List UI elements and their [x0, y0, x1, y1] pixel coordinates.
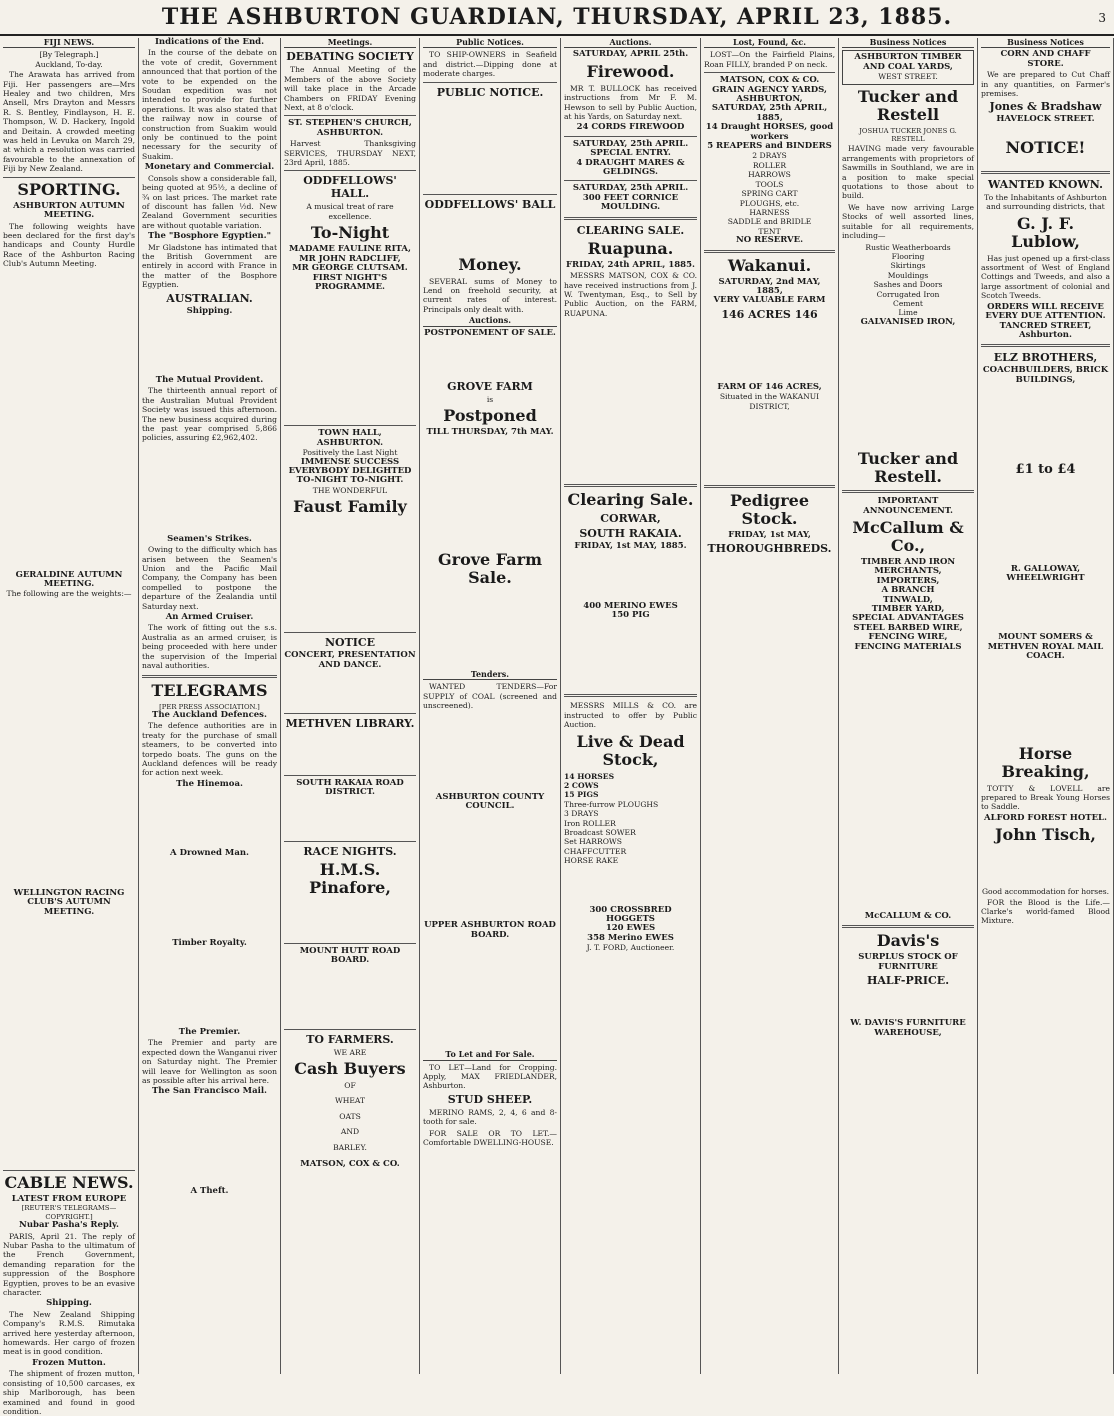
text-filler: [423, 811, 557, 921]
c7-mccallum: McCallum & Co.,: [852, 517, 964, 555]
c2-defences: The Auckland Defences.: [152, 709, 267, 720]
c6-lost: LOST—On the Fairfield Plains, Roan FILLY, branded P on neck.: [704, 50, 835, 69]
c2-hinemoa: The Hinemoa.: [176, 778, 243, 789]
c5-item-5: Iron ROLLER: [564, 818, 616, 828]
divider: [981, 344, 1110, 347]
c6-grain-agency: GRAIN AGENCY YARDS, ASHBURTON,: [712, 84, 827, 105]
c4-county-council: ASHBURTON COUNTY COUNCIL.: [435, 791, 545, 811]
text-filler: [423, 590, 557, 670]
c1-frozen: Frozen Mutton.: [32, 1357, 106, 1368]
c5-friday-24: FRIDAY, 24th APRIL, 1885.: [566, 259, 695, 270]
text-filler: [564, 620, 697, 690]
c3-debating: DEBATING SOCIETY: [286, 50, 414, 64]
c6-wakanui: Wakanui.: [727, 255, 812, 275]
c2-monetary-text: Consols show a considerable fall, being quoted at 95½, a decline of ¾ on last prices. The market rate of discount has fallen ½d. New Zealand Government securities are without quotable variation.: [142, 173, 277, 230]
c7-item-4: Sashes and Doors: [873, 280, 943, 290]
c8-jones: Jones & Bradshaw: [989, 100, 1102, 114]
divider: [284, 775, 416, 776]
column-8: [978, 38, 1114, 1374]
c5-item-4: 3 DRAYS: [564, 809, 599, 819]
c7-item-0: Rustic Weatherboards: [865, 242, 951, 252]
c1-telegraph: [By Telegraph.]: [39, 50, 99, 60]
text-filler: [981, 583, 1110, 633]
c2-premier: The Premier.: [178, 1026, 241, 1037]
c4-money: Money.: [458, 254, 522, 274]
c3-stephen-text: Harvest Thanksgiving SERVICES, THURSDAY NEXT, 23rd April, 1885.: [284, 139, 416, 168]
text-filler: [284, 900, 416, 940]
c4-stud: STUD SHEEP.: [447, 1092, 533, 1106]
c3-stephen: ST. STEPHEN'S CHURCH, ASHBURTON.: [288, 118, 412, 138]
c8-lublow: G. J. F. Lublow,: [1011, 213, 1080, 251]
c4-oddfellows-ball: ODDFELLOWS' BALL: [424, 197, 556, 211]
c7-item-6: Cement: [893, 298, 923, 308]
masthead-title: THE ASHBURTON GUARDIAN, THURSDAY, APRIL 23, 1885.: [161, 4, 953, 30]
c1-shipping-text: The New Zealand Shipping Company's R.M.S. Rimutaka arrived here yesterday afternoon, homewards. Her cargo of frozen meat is in good condition.: [3, 1309, 135, 1357]
column-5: [561, 38, 701, 1374]
c5-south-rakaia: SOUTH RAKAIA.: [579, 527, 682, 541]
text-filler: [142, 1097, 277, 1187]
c7-half-price: HALF-PRICE.: [866, 974, 950, 988]
c5-ruapuna-text: MESSRS MATSON, COX & CO. have received instructions from J. W. Twentyman, Esq., to Sell by Public Auction, on the FARM, RUAPUNA.: [564, 271, 697, 318]
divider: [284, 841, 416, 842]
c2-theft: A Theft.: [190, 1185, 229, 1196]
c8-notice: NOTICE!: [1005, 137, 1086, 157]
c2-bosphore: The "Bosphore Egyptien.": [147, 231, 271, 242]
text-filler: [284, 732, 416, 772]
c4-grove: GROVE FARM: [447, 380, 533, 394]
c8-alford: ALFORD FOREST HOTEL.: [984, 812, 1107, 823]
divider: [284, 1029, 416, 1030]
c6-saddle: SADDLE and BRIDLE: [727, 217, 812, 227]
c8-tottey: TOTTY & LOVELL are prepared to Break Young Horses to Saddle.: [981, 783, 1110, 812]
c2-australian: AUSTRALIAN.: [166, 291, 253, 305]
c1-nubar: Nubar Pasha's Reply.: [19, 1220, 119, 1231]
c4-tenders-wanted: WANTED TENDERS—For SUPPLY of COAL (screened and unscreened).: [423, 682, 557, 711]
c3-tonight2: TO-NIGHT TO-NIGHT.: [296, 475, 404, 486]
masthead: [0, 0, 1114, 36]
c7-stock: We have now arriving Large Stocks of well assorted lines, suitable for all requirements, including—: [842, 202, 974, 241]
c3-delighted: EVERYBODY DELIGHTED: [288, 465, 412, 476]
c8-wanted: WANTED KNOWN.: [988, 177, 1103, 191]
c6-farm: FARM OF 146 ACRES,: [717, 381, 822, 392]
c2-cruiser: An Armed Cruiser.: [165, 612, 254, 623]
divider: [842, 925, 974, 928]
c8-tisch: John Tisch,: [994, 825, 1096, 845]
c3-concert: CONCERT, PRESENTATION AND DANCE.: [284, 650, 416, 670]
text-filler: [981, 928, 1110, 1048]
c2-mutual-text: The thirteenth annual report of the Australian Mutual Provident Society was issued this afternoon. The new business acquired during the past year comprised 5,866 policies, assuring £2,962,402.: [142, 386, 277, 443]
text-filler: [142, 948, 277, 1028]
c7-tinwald: TINWALD,: [883, 594, 933, 605]
c3-faust: Faust Family: [293, 497, 407, 517]
c8-good: Good accommodation for horses.: [981, 887, 1110, 897]
text-filler: [564, 866, 697, 906]
c7-davis: Davis's: [876, 931, 940, 951]
c4-auctions: Auctions.: [423, 316, 557, 326]
c7-tucker-text: HAVING made very favourable arrangements with proprietors of Sawmills in Southland, we are in a position to make special quotations to those about to build.: [842, 144, 974, 201]
c7-important: IMPORTANT ANNOUNCEMENT.: [863, 496, 953, 516]
c1-autumn: ASHBURTON AUTUMN MEETING.: [13, 200, 125, 221]
text-filler: [423, 1149, 557, 1209]
c6-header: Lost, Found, &c.: [704, 38, 835, 48]
c6-harrows: HARROWS: [748, 170, 791, 180]
c3-race-nights: RACE NIGHTS.: [303, 844, 397, 858]
c6-valuable: VERY VALUABLE FARM: [713, 295, 826, 306]
c2-seamen-text: Owing to the difficulty which has arisen between the Seamen's Union and the Pacific Mail Company, the Company has been compelled to postpone the departure of the Zealandia until Saturday next.: [142, 545, 277, 611]
divider: [704, 72, 835, 73]
c2-seamen: Seamen's Strikes.: [167, 533, 252, 544]
c5-item-9: HORSE RAKE: [564, 856, 619, 866]
c3-farmers: TO FARMERS.: [306, 1032, 394, 1046]
text-filler: [3, 917, 135, 1167]
c7-west-street: WEST STREET.: [878, 72, 938, 82]
divider: [142, 675, 277, 678]
c5-clearing2: Clearing Sale.: [567, 490, 694, 510]
text-filler: [423, 101, 557, 191]
text-filler: [3, 271, 135, 571]
c4-shipowners: TO SHIP-OWNERS in Seafield and district.—Dipping done at moderate charges.: [423, 50, 557, 79]
c5-sat-25b: SATURDAY, 25th APRIL.: [572, 138, 689, 149]
c1-cable-sub: LATEST FROM EUROPE: [11, 1193, 127, 1204]
c4-till: TILL THURSDAY, 7th MAY.: [426, 427, 554, 438]
c7-mccallum-sub: TIMBER AND IRON MERCHANTS, IMPORTERS,: [860, 556, 956, 586]
c2-mutual: The Mutual Provident.: [155, 374, 264, 385]
c8-sommers: MOUNT SOMERS & METHVEN ROYAL MAIL COACH.: [987, 632, 1104, 662]
divider: [704, 485, 835, 488]
c1-reuter: [REUTER'S TELEGRAMS—COPYRIGHT.]: [21, 1204, 117, 1221]
c5-sat-25c: SATURDAY, 25th APRIL.: [572, 183, 689, 194]
text-filler: [423, 338, 557, 378]
c8-elz: ELZ BROTHERS,: [993, 351, 1098, 365]
timber-yards-box: [842, 50, 974, 84]
c5-corwar: CORWAR,: [600, 512, 661, 526]
divider: [284, 170, 416, 171]
c3-mount-hutt: MOUNT HUTT ROAD BOARD.: [299, 945, 401, 966]
page-number: 3: [1098, 11, 1106, 25]
c5-header: Auctions.: [564, 38, 697, 48]
c1-geraldine-note: The following are the weights:—: [6, 589, 132, 599]
c5-wethers: 150 PIG: [611, 609, 650, 620]
c3-tonight: To-Night: [310, 223, 390, 243]
c5-cords: 24 CORDS FIREWOOD: [576, 122, 685, 133]
c3-grain-1: OATS: [339, 1111, 361, 1121]
c3-grain-2: AND: [340, 1127, 360, 1137]
c5-sat-25: SATURDAY, APRIL 25th.: [572, 49, 689, 60]
c8-horse-breaking: Horse Breaking,: [1001, 743, 1090, 781]
divider: [284, 425, 416, 426]
divider: [423, 194, 557, 195]
c2-telegrams: TELEGRAMS: [151, 680, 268, 700]
c7-material: FENCING MATERIALS: [854, 641, 962, 652]
c3-positively: Positively the Last Night: [302, 448, 398, 458]
text-filler: [284, 798, 416, 838]
c8-header: Business Notices: [981, 38, 1110, 48]
c6-sat-2: SATURDAY, 2nd MAY, 1885,: [718, 276, 821, 296]
c1-shipping: Shipping.: [46, 1298, 92, 1309]
c1-dateline: Auckland, To-day.: [35, 59, 103, 69]
c3-firm: MATSON, COX & CO.: [300, 1159, 400, 1170]
c5-ruapuna: Ruapuna.: [587, 238, 674, 258]
text-filler: [142, 859, 277, 939]
divider: [564, 217, 697, 220]
c8-lincoln: FOR the Blood is the Life.—Clarke's world-famed Blood Mixture.: [981, 897, 1110, 926]
divider: [704, 250, 835, 253]
c8-wanted-sub: To the Inhabitants of Ashburton and surrounding districts, that: [984, 192, 1107, 212]
c1-cable: CABLE NEWS.: [4, 1172, 134, 1192]
text-filler: [842, 652, 974, 912]
c6-thoroughbreds: THOROUGHBREDS.: [707, 542, 832, 556]
c8-coach: COACHBUILDERS, BRICK BUILDINGS,: [982, 365, 1109, 385]
c4-is: is: [486, 395, 494, 405]
text-filler: [704, 411, 835, 481]
divider: [423, 82, 557, 83]
text-filler: [142, 445, 277, 535]
divider: [564, 694, 697, 697]
c4-to-let-1: TO LET—Land for Cropping. Apply, MAX FRIEDLANDER, Ashburton.: [423, 1062, 557, 1091]
c5-bottom-0: 300 CROSSBRED HOGGETS: [589, 904, 672, 925]
c7-tucker: Tucker and Restell: [857, 86, 959, 124]
c2-mail: The San Francisco Mail.: [151, 1086, 268, 1097]
c1-geraldine: GERALDINE AUTUMN MEETING.: [15, 569, 123, 589]
c7-item-1: Flooring: [891, 251, 925, 261]
c2-premier-text: The Premier and party are expected down the Wanganui river on Saturday night. The Premier will leave for Wellington as soon as possible after his arrival here.: [142, 1038, 277, 1085]
c8-lublow-text: Has just opened up a first-class assortment of West of England Cottings and Tweeds, and also a large assortment of colonial and Scotch Tweeds.: [981, 253, 1110, 301]
c4-merino: MERINO RAMS, 2, 4, 6 and 8-tooth for sale.: [423, 1107, 557, 1127]
text-filler: [284, 292, 416, 422]
divider: [564, 484, 697, 487]
c6-ploughs: PLOUGHS, etc.: [739, 198, 800, 208]
text-filler: [564, 320, 697, 480]
c1-wellington: WELLINGTON RACING CLUB'S AUTUMN MEETING.: [13, 887, 125, 917]
c5-item-1: 2 COWS: [564, 780, 599, 790]
c7-item-7: Lime: [898, 308, 918, 318]
c6-matson: MATSON, COX & CO.: [719, 75, 820, 86]
c6-roller: ROLLER: [752, 160, 787, 170]
c6-drays: 2 DRAYS: [752, 151, 787, 161]
c6-horses: 14 Draught HORSES, good workers: [705, 122, 834, 142]
c3-town-hall: TOWN HALL, ASHBURTON.: [316, 428, 384, 448]
text-filler: [142, 316, 277, 376]
c5-item-6: Broadcast SOWER: [564, 828, 636, 837]
c3-methven: METHVEN LIBRARY.: [285, 716, 415, 730]
c5-mr-mills: MESSRS MILLS & CO. are instructed to offer by Public Auction.: [564, 701, 697, 730]
c6-harness: HARNESS: [749, 207, 790, 217]
c6-sat-25: SATURDAY, 25th APRIL, 1885,: [711, 103, 828, 123]
c2-drowned: A Drowned Man.: [170, 848, 249, 859]
column-4: [420, 38, 561, 1374]
c3-south-rakaia: SOUTH RAKAIA ROAD DISTRICT.: [296, 777, 404, 798]
c2-defences-text: The defence authorities are in treaty for the purchase of small steamers, to be converted into torpedo boats. The guns on the Auckland defences will be ready for action next week.: [142, 721, 277, 778]
c1-fiji-text: The Arawata has arrived from Fiji. Her passengers are—Mrs Healey and two children, Mrs Ansell, Mrs Drayton and Messrs R. S. Bentley, Findlayson, H. E. Thompson, W. D. Hackery, Ingold and Deitain. A crowded meeting was held in Levuka on March 29, at which a resolution was carried favourable to the annexation of Fiji by New Zealand.: [3, 70, 135, 174]
c6-wakanui-district: Situated in the WAKANUI DISTRICT,: [719, 392, 820, 411]
c1-nubar-text: PARIS, April 21. The reply of Nubar Pasha to the ultimatum of the French Government, demanding reparation for the suppression of the Bosphore Egyptien, proves to be an evasive character.: [3, 1231, 135, 1298]
c2-monetary: Monetary and Commercial.: [144, 162, 275, 173]
c5-cows: 400 MERINO EWES: [583, 600, 678, 611]
c7-joshua: JOSHUA TUCKER JONES G. RESTELL: [859, 126, 957, 144]
c3-musical: A musical treat of rare excellence.: [306, 202, 394, 221]
c7-tucker2: Tucker and Restell.: [857, 449, 959, 487]
text-filler: [981, 385, 1110, 465]
c1-frozen-text: The shipment of frozen mutton, consisting of 10,500 carcases, ex ship Marlborough, has been examined and found in good condition.: [3, 1369, 135, 1416]
c3-debating-text: The Annual Meeting of the Members of the above Society will take place in the Arcade Chambers on FRIDAY Evening Next, at 8 o'clock.: [284, 65, 416, 113]
c2-timber: Timber Royalty.: [172, 937, 247, 948]
c7-steel: STEEL BARBED WIRE,: [853, 622, 963, 633]
c7-surplus: SURPLUS STOCK OF FURNITURE: [858, 952, 958, 972]
text-filler: [142, 789, 277, 849]
text-filler: [3, 599, 135, 889]
text-filler: [423, 438, 557, 548]
c4-upper-ashburton: UPPER ASHBURTON ROAD BOARD.: [424, 920, 556, 940]
c6-tools: TOOLS: [755, 179, 784, 189]
c6-spring: SPRING CART: [741, 189, 798, 199]
c5-item-0: 14 HORSES: [564, 771, 615, 781]
divider: [564, 136, 697, 137]
c3-header: Meetings.: [284, 38, 416, 48]
c6-reapers: 5 REAPERS and BINDERS: [707, 141, 832, 152]
c3-radcliff: MR JOHN RADCLIFF,: [299, 253, 401, 264]
text-filler: [704, 323, 835, 383]
c5-item-7: Set HARROWS: [564, 837, 622, 847]
c1-sporting: SPORTING.: [17, 179, 121, 199]
text-filler: [704, 557, 835, 997]
c6-friday: FRIDAY, 1st MAY,: [728, 529, 811, 540]
text-filler: [423, 213, 557, 253]
c8-tancred: TANCRED STREET, Ashburton.: [999, 320, 1092, 340]
c7-item-3: Mouldings: [887, 270, 929, 280]
c5-auctioneer: J. T. FORD, Auctioneer.: [586, 943, 675, 953]
c3-pinafore: H.M.S. Pinafore,: [309, 859, 391, 897]
c3-grain-0: WHEAT: [334, 1096, 366, 1106]
divider: [284, 632, 416, 633]
text-filler: [423, 713, 557, 793]
c4-postponement: POSTPONEMENT OF SALE.: [424, 327, 556, 338]
c4-for-sale: FOR SALE OR TO LET.—Comfortable DWELLING-HOUSE.: [423, 1128, 557, 1147]
text-filler: [981, 475, 1110, 565]
text-filler: [284, 966, 416, 1026]
c2-cruiser-text: The work of fitting out the s.s. Australia as an armed cruiser, is being proceeded with here under the supervision of the Imperial naval authorities.: [142, 623, 277, 671]
c7-galvanised: GALVANISED IRON,: [860, 316, 956, 327]
c7-fencing: FENCING WIRE,: [868, 632, 948, 643]
divider: [284, 943, 416, 944]
c7-item-2: Skirtings: [890, 261, 926, 271]
c3-of: OF: [344, 1081, 356, 1090]
c7-stations: TIMBER YARD,: [871, 604, 945, 614]
c5-friday-1: FRIDAY, 1st MAY, 1885.: [574, 541, 687, 552]
c4-public-notice: PUBLIC NOTICE.: [436, 85, 544, 99]
c7-item-5: Corrugated Iron: [876, 289, 940, 299]
c8-galloway: R. GALLOWAY, WHEELWRIGHT: [1006, 563, 1085, 583]
divider: [284, 713, 416, 714]
c3-immense: IMMENSE SUCCESS: [300, 456, 400, 467]
c3-clutsam: MR GEORGE CLUTSAM.: [292, 263, 408, 274]
c4-grove-sale: Grove Farm Sale.: [437, 549, 543, 587]
c7-header: Business Notices: [842, 38, 974, 48]
c4-tenders: Tenders.: [423, 670, 557, 680]
c3-grain-3: BARLEY.: [333, 1142, 367, 1152]
divider: [842, 490, 974, 493]
divider: [3, 1170, 135, 1171]
c4-postponed: Postponed: [443, 406, 537, 426]
c8-corn: CORN AND CHAFF STORE.: [1000, 49, 1091, 69]
c6-acres: 146 ACRES 146: [721, 307, 818, 321]
c2-press: [PER PRESS ASSOCIATION.]: [159, 702, 260, 711]
c7-timber-yards: ASHBURTON TIMBER AND COAL YARDS,: [854, 52, 962, 72]
divider: [3, 177, 135, 178]
c6-pedigree: Pedigree Stock.: [729, 490, 810, 528]
column-1: [0, 37, 139, 1416]
c4-to-let: To Let and For Sale.: [423, 1050, 557, 1060]
text-filler: [284, 519, 416, 629]
c8-chaff-text: We are prepared to Cut Chaff in any quantities, on Farmer's premises.: [981, 70, 1110, 99]
c3-cash: Cash Buyers: [294, 1059, 406, 1078]
text-filler: [981, 847, 1110, 887]
c5-item-2: 15 PIGS: [564, 790, 599, 800]
c3-notice: NOTICE: [324, 636, 376, 650]
c1-weights: The following weights have been declared for the first day's handicaps and County Hurdle Race of the Ashburton Racing Club's Autumn Meeting.: [3, 221, 135, 269]
c2-h1-text: In the course of the debate on the vote of credit, Government announced that that portion of the vote to be expended on the Soudan expedition was not intended to provide for further operations. It was also stated that the railway now in course of construction from Suakim would only be continued to the point necessary for the security of Suakim.: [142, 48, 277, 161]
c3-programme: FIRST NIGHT'S PROGRAMME.: [312, 272, 388, 292]
text-filler: [842, 989, 974, 1019]
c2-shipping: Shipping.: [186, 305, 233, 316]
c6-no-reserve: NO RESERVE.: [735, 235, 804, 246]
divider: [564, 180, 697, 181]
c3-rita: MADAME FAULINE RITA,: [289, 244, 411, 255]
c5-draught: 4 DRAUGHT MARES & GELDINGS.: [576, 157, 685, 178]
c7-davis-footer: W. DAVIS'S FURNITURE WAREHOUSE,: [850, 1018, 966, 1038]
text-filler: [564, 552, 697, 602]
c5-special: SPECIAL ENTRY.: [590, 148, 671, 159]
c5-firewood: Firewood.: [586, 61, 675, 81]
c5-moulding: 300 FEET CORNICE MOULDING.: [582, 192, 679, 213]
c1-header: FIJI NEWS.: [3, 38, 135, 48]
column-7: [839, 38, 978, 1374]
c3-wonderful: THE WONDERFUL: [312, 485, 388, 495]
text-filler: [842, 327, 974, 447]
c4-header: Public Notices.: [423, 38, 557, 48]
c7-special: SPECIAL ADVANTAGES: [852, 613, 964, 624]
text-filler: [142, 1196, 277, 1346]
c2-bosphore-text: Mr Gladstone has intimated that the British Government are entirely in accord with France in the matter of the Bosphore Egyptien.: [142, 242, 277, 290]
c3-oddfellows: ODDFELLOWS' HALL.: [303, 174, 397, 201]
text-filler: [981, 662, 1110, 742]
column-3: [281, 38, 420, 1374]
column-2: [139, 38, 281, 1374]
c3-we-are: WE ARE: [333, 1047, 367, 1057]
c5-bottom-2: 358 Merino EWES: [587, 932, 674, 943]
c8-havelock: HAVELOCK STREET.: [996, 114, 1095, 125]
c6-tent: TENT: [758, 226, 781, 236]
divider: [981, 171, 1110, 174]
c5-live-dead: Live & Dead Stock,: [576, 731, 685, 769]
c7-mccallum-footer: McCALLUM & CO.: [864, 911, 952, 922]
text-filler: [284, 670, 416, 710]
c5-clearing: CLEARING SALE.: [576, 223, 685, 237]
text-filler: [423, 940, 557, 1050]
c5-item-8: CHAFFCUTTER: [564, 846, 627, 856]
c4-money-text: SEVERAL sums of Money to Lend on freehold security, at current rates of interest. Principals only dealt with.: [423, 276, 557, 314]
c5-item-3: Three-furrow PLOUGHS: [564, 799, 659, 809]
c8-orders: ORDERS WILL RECEIVE EVERY DUE ATTENTION.: [985, 301, 1106, 322]
divider: [284, 115, 416, 116]
c5-firewood-text: MR T. BULLOCK has received instructions from Mr F. M. Hewson to sell by Public Auction, at his Yards, on Saturday next.: [564, 83, 697, 122]
c8-loan: £1 to £4: [1015, 462, 1076, 478]
c5-bottom-1: 120 EWES: [605, 923, 656, 934]
c2-h1: Indications of the End.: [154, 37, 265, 47]
c7-branch: A BRANCH: [881, 585, 935, 596]
column-6: [701, 38, 839, 1374]
